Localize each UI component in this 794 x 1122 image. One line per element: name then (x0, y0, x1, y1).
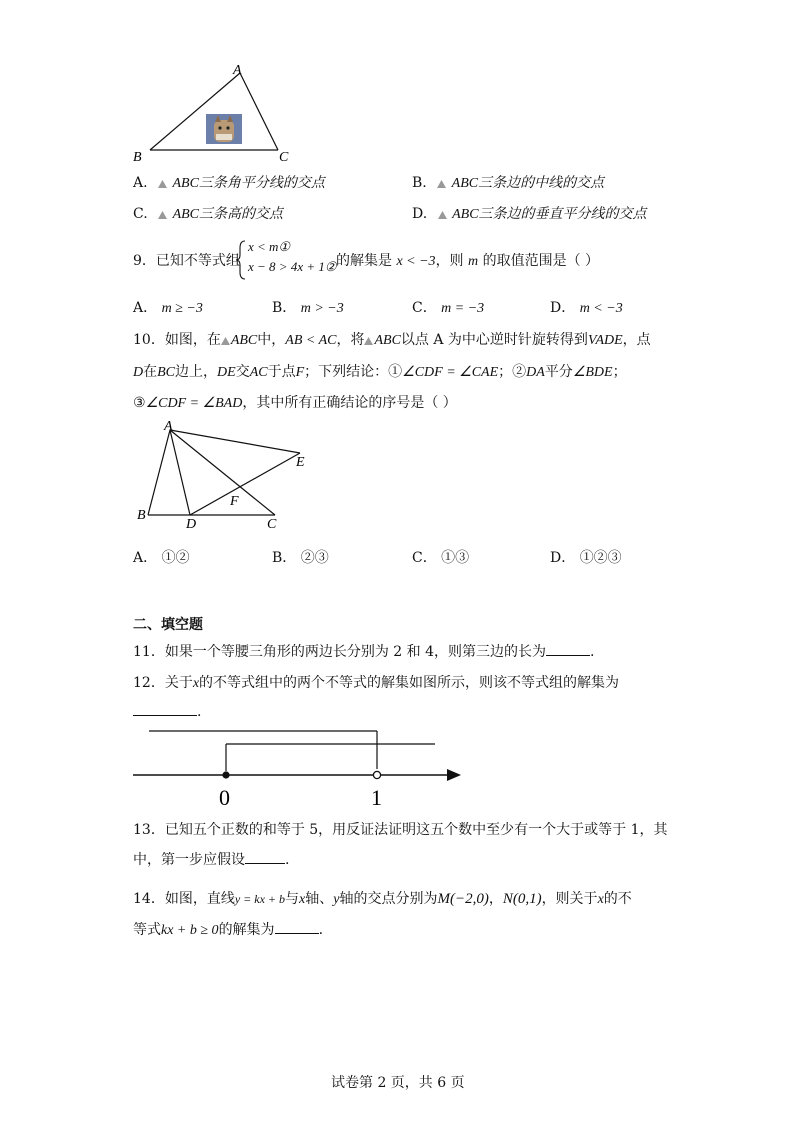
q10-option-a[interactable]: A． ①② (133, 550, 190, 566)
q14-line-1: 14．如图，直线y = kx + b与x轴、y轴的交点分别为M(−2,0)，N(0,1)，则关于x的不 (133, 891, 632, 907)
q10-option-c[interactable]: C． ①③ (412, 550, 470, 566)
q9-stem: 9．已知不等式组 (133, 253, 240, 269)
q12-text: 12．关于x的不等式组中的两个不等式的解集如图所示，则该不等式组的解集为 (133, 675, 620, 691)
q14-line-2: 等式kx + b ≥ 0的解集为 . (133, 922, 324, 938)
q12-tick-0: 0 (219, 785, 230, 810)
triangle-symbol-icon (158, 211, 167, 219)
q13-answer-blank[interactable] (245, 863, 285, 864)
q9-option-a[interactable]: A． m ≥ −3 (133, 300, 203, 316)
q10-option-d[interactable]: D． ①②③ (550, 550, 622, 566)
triangle-symbol-icon (364, 337, 373, 345)
q12-answer-blank[interactable] (133, 715, 197, 716)
triangle-symbol-icon (221, 337, 230, 345)
q10-option-b[interactable]: B． ②③ (272, 550, 329, 566)
q10-label-a: A (164, 419, 173, 434)
q10-line-3: ③∠CDF = ∠BAD，其中所有正确结论的序号是（ ） (133, 395, 457, 411)
triangle-symbol-icon (438, 211, 447, 219)
q8-option-c[interactable]: C. ABC三条高的交点 (133, 206, 284, 222)
q8-label-b: B (133, 150, 142, 165)
q9-inequality-2: x − 8 > 4x + 1② (248, 259, 337, 274)
q12-tick-1: 1 (371, 785, 382, 810)
q8-label-c: C (279, 150, 289, 165)
q11-text: 11．如果一个等腰三角形的两边长分别为 2 和 4，则第三边的长为 . (133, 644, 595, 660)
q10-label-b: B (137, 508, 146, 523)
q10-rotation-figure (133, 418, 333, 533)
q14-answer-blank[interactable] (275, 933, 319, 934)
q9-option-c[interactable]: C． m = −3 (412, 300, 485, 316)
q10-line-1: 10．如图，在 ABC中，AB < AC，将 ABC以点 A 为中心逆时针旋转得到VADE，点 (133, 332, 651, 348)
q9-option-d[interactable]: D． m < −3 (550, 300, 623, 316)
triangle-symbol-icon (437, 180, 446, 188)
q10-label-c: C (267, 517, 277, 532)
q10-label-d: D (186, 517, 197, 532)
q8-option-a[interactable]: A. ABC三条角平分线的交点 (133, 175, 325, 191)
q9-inequality-1: x < m① (248, 239, 291, 254)
q12-answer-line: . (133, 704, 201, 720)
q8-option-b[interactable]: B. ABC三条边的中线的交点 (412, 175, 605, 191)
q9-brace-icon (236, 240, 246, 280)
q11-answer-blank[interactable] (546, 655, 590, 656)
q13-line-2: 中，第一步应假设 . (133, 852, 290, 868)
page-footer: 试卷第 2 页，共 6 页 (331, 1075, 465, 1091)
q8-triangle-figure (130, 62, 310, 165)
q10-label-f: F (230, 494, 239, 509)
q13-line-1: 13．已知五个正数的和等于 5，用反证法证明这五个数中至少有一个大于或等于 1，其 (133, 822, 668, 838)
q9-option-b[interactable]: B． m > −3 (272, 300, 344, 316)
q9-stem-tail: 的解集是 x < −3，则 m 的取值范围是（ ） (336, 253, 600, 269)
q12-number-line (133, 725, 473, 810)
q8-option-d[interactable]: D. ABC三条边的垂直平分线的交点 (412, 206, 647, 222)
section-title-fill-in: 二、填空题 (133, 617, 203, 633)
q10-label-e: E (296, 455, 305, 470)
q10-line-2: D在BC边上，DE交AC于点F；下列结论：①∠CDF = ∠CAE；②DA平分∠BDE； (133, 364, 627, 380)
triangle-symbol-icon (158, 180, 167, 188)
cat-image (206, 114, 242, 144)
q8-label-a: A (233, 63, 242, 78)
